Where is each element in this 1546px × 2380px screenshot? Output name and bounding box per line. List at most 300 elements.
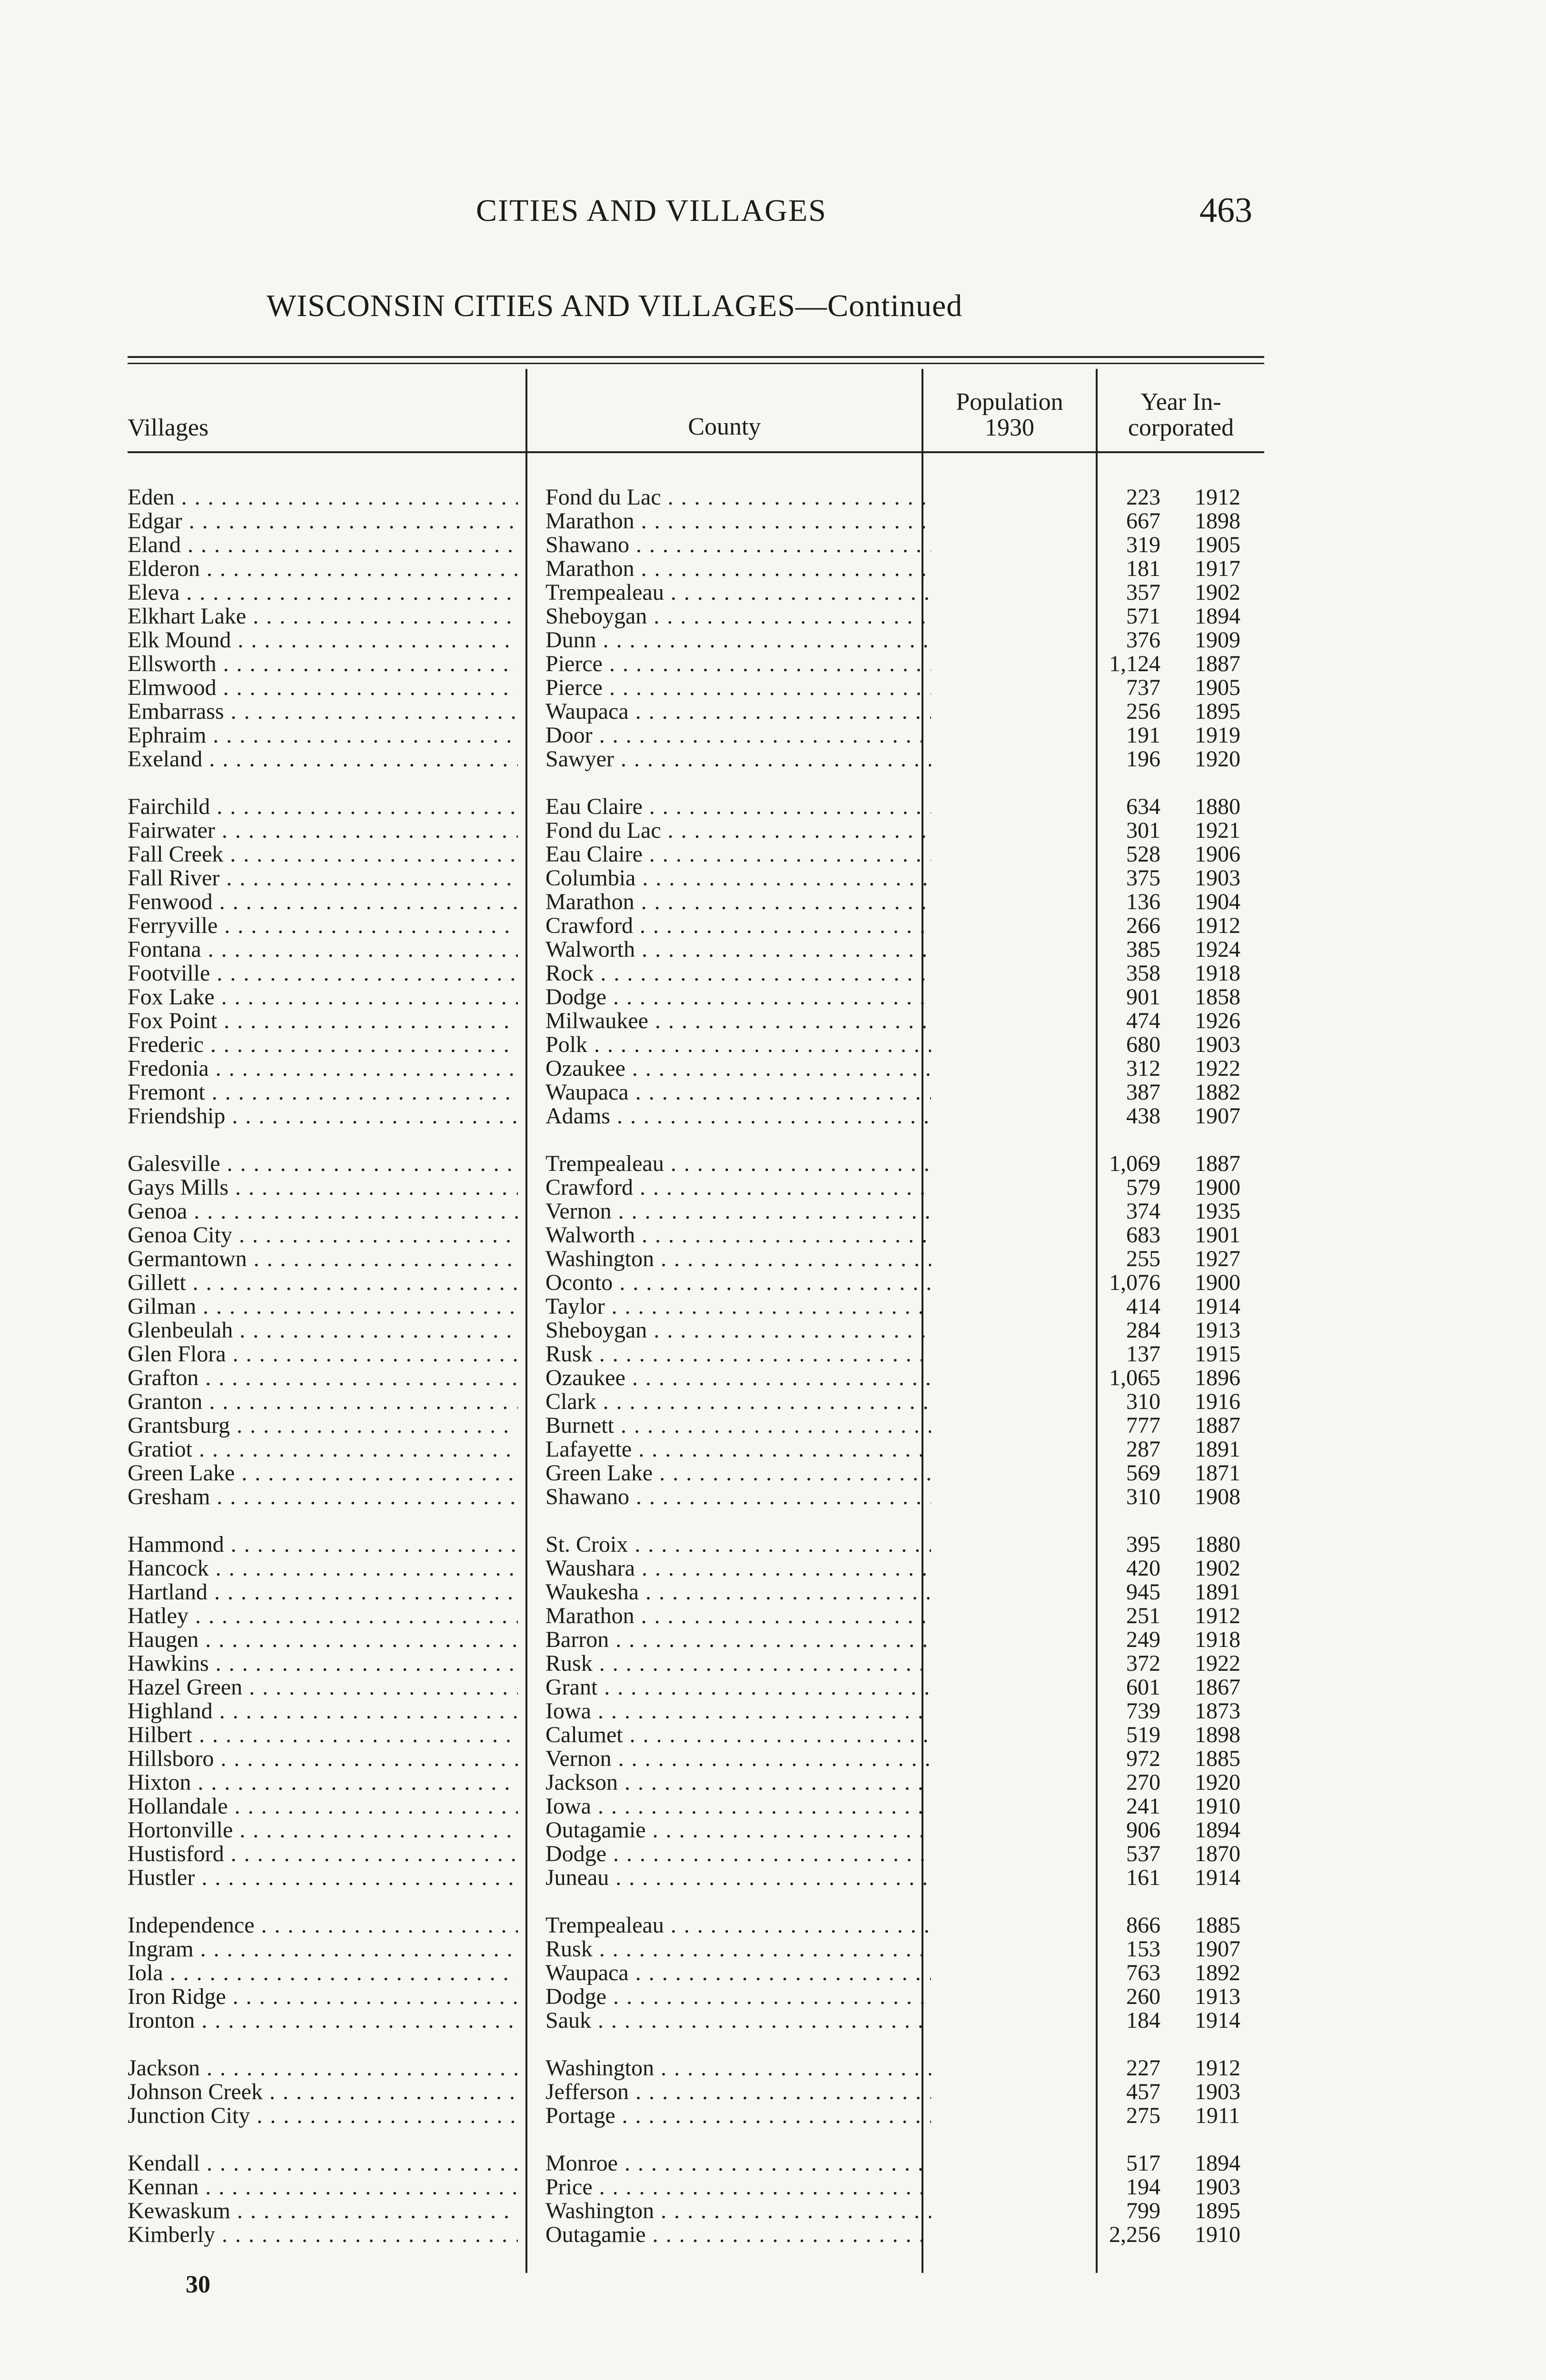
letter-group (128, 1914, 1264, 2033)
population-cell (932, 1057, 1160, 1081)
county-cell-text: St. Croix . . . (545, 1533, 931, 1557)
county-cell-text: Monroe . . . (545, 2152, 931, 2175)
village-cell (128, 700, 518, 724)
county-cell (545, 1533, 931, 1557)
village-cell-text: Eland . . . (128, 533, 518, 557)
county-cell-text: Iowa . . . (545, 1699, 931, 1723)
population-cell (932, 795, 1160, 819)
year-cell-text: 1885 (1195, 1914, 1240, 1937)
county-cell-text: Eau Claire . . . (545, 843, 931, 866)
population-cell-text: 906 (1126, 1818, 1160, 1842)
year-cell-text: 1910 (1195, 1795, 1240, 1818)
population-cell (932, 2080, 1160, 2104)
county-cell-text: Rusk . . . (545, 1652, 931, 1676)
village-cell (128, 1961, 518, 1985)
county-cell-text: Burnett . . . (545, 1414, 931, 1438)
population-cell (932, 1557, 1160, 1580)
population-cell (932, 2009, 1160, 2033)
population-cell (932, 1985, 1160, 2009)
table-row (128, 1366, 1264, 1390)
table-row (128, 1485, 1264, 1509)
population-cell-text: 457 (1126, 2080, 1160, 2104)
year-cell (1158, 724, 1277, 747)
village-cell (128, 1676, 518, 1699)
county-cell-text: Sheboygan . . . (545, 1319, 931, 1342)
top-rule (128, 356, 1264, 358)
village-cell (128, 1438, 518, 1461)
population-cell-text: 375 (1126, 866, 1160, 890)
county-cell-text: Ozaukee . . . (545, 1366, 931, 1390)
population-cell (932, 2056, 1160, 2080)
county-cell-text: Dodge . . . (545, 985, 931, 1009)
population-cell (932, 1699, 1160, 1723)
village-cell (128, 1937, 518, 1961)
table-row (128, 2199, 1264, 2223)
county-cell (545, 1319, 931, 1342)
table-row (128, 747, 1264, 771)
population-cell-text: 763 (1126, 1961, 1160, 1985)
header-population-line1: Population (956, 388, 1063, 416)
village-cell (128, 914, 518, 938)
population-cell (932, 1580, 1160, 1604)
county-cell (545, 747, 931, 771)
village-cell-text: Kewaskum . . . (128, 2199, 518, 2223)
village-cell (128, 1985, 518, 2009)
year-cell-text: 1920 (1195, 1771, 1240, 1795)
village-cell (128, 724, 518, 747)
population-cell (932, 914, 1160, 938)
table-row (128, 2056, 1264, 2080)
table-row (128, 1580, 1264, 1604)
county-cell (545, 652, 931, 676)
table-row (128, 557, 1264, 581)
population-cell (932, 652, 1160, 676)
village-cell (128, 581, 518, 605)
population-cell-text: 310 (1126, 1485, 1160, 1509)
year-cell (1158, 1366, 1277, 1390)
year-cell (1158, 1676, 1277, 1699)
table-row (128, 533, 1264, 557)
year-cell (1158, 1152, 1277, 1176)
year-cell (1158, 557, 1277, 581)
county-cell-text: Fond du Lac . . . (545, 486, 931, 509)
year-cell (1158, 1438, 1277, 1461)
year-cell-text: 1903 (1195, 1033, 1240, 1057)
year-cell-text: 1918 (1195, 1628, 1240, 1652)
village-cell (128, 2223, 518, 2247)
county-cell-text: Grant . . . (545, 1676, 931, 1699)
table-row (128, 938, 1264, 962)
county-cell (545, 1914, 931, 1937)
year-cell-text: 1935 (1195, 1200, 1240, 1223)
county-cell-text: Price . . . (545, 2175, 931, 2199)
county-cell (545, 938, 931, 962)
population-cell-text: 251 (1126, 1604, 1160, 1628)
village-cell (128, 1461, 518, 1485)
village-cell (128, 1604, 518, 1628)
year-cell (1158, 1533, 1277, 1557)
village-cell-text: Highland . . . (128, 1699, 518, 1723)
year-cell-text: 1906 (1195, 843, 1240, 866)
village-cell-text: Ingram . . . (128, 1937, 518, 1961)
population-cell-text: 972 (1126, 1747, 1160, 1771)
population-cell-text: 579 (1126, 1176, 1160, 1200)
village-cell (128, 2175, 518, 2199)
population-cell (932, 1319, 1160, 1342)
year-cell (1158, 628, 1277, 652)
letter-group (128, 1152, 1264, 1509)
village-cell-text: Hixton . . . (128, 1771, 518, 1795)
county-cell-text: Walworth . . . (545, 1223, 931, 1247)
table-row (128, 1319, 1264, 1342)
population-cell-text: 1,076 (1109, 1271, 1160, 1295)
county-cell (545, 795, 931, 819)
county-cell-text: Washington . . . (545, 1247, 931, 1271)
village-cell-text: Eleva . . . (128, 581, 518, 605)
table-row (128, 581, 1264, 605)
year-cell (1158, 1342, 1277, 1366)
county-cell-text: Outagamie . . . (545, 2223, 931, 2247)
table-row (128, 1057, 1264, 1081)
county-cell-text: Jackson . . . (545, 1771, 931, 1795)
population-cell (932, 1866, 1160, 1890)
county-cell-text: Crawford . . . (545, 914, 931, 938)
village-cell-text: Fontana . . . (128, 938, 518, 962)
county-cell (545, 1604, 931, 1628)
table-row (128, 1414, 1264, 1438)
population-cell-text: 191 (1126, 724, 1160, 747)
county-cell (545, 962, 931, 985)
village-cell-text: Fall Creek . . . (128, 843, 518, 866)
population-cell-text: 528 (1126, 843, 1160, 866)
table-row (128, 985, 1264, 1009)
population-cell-text: 376 (1126, 628, 1160, 652)
village-cell (128, 2080, 518, 2104)
county-cell-text: Jefferson . . . (545, 2080, 931, 2104)
village-cell (128, 1795, 518, 1818)
population-cell (932, 724, 1160, 747)
village-cell (128, 1557, 518, 1580)
year-cell-text: 1887 (1195, 652, 1240, 676)
county-cell-text: Vernon . . . (545, 1747, 931, 1771)
header-county: County (688, 413, 761, 440)
year-cell-text: 1921 (1195, 819, 1240, 843)
county-cell (545, 1866, 931, 1890)
table-row (128, 1176, 1264, 1200)
population-cell-text: 667 (1126, 509, 1160, 533)
village-cell-text: Hilbert . . . (128, 1723, 518, 1747)
year-cell (1158, 652, 1277, 676)
population-cell (932, 700, 1160, 724)
village-cell-text: Kennan . . . (128, 2175, 518, 2199)
table-row (128, 795, 1264, 819)
population-cell (932, 1485, 1160, 1509)
year-cell (1158, 1961, 1277, 1985)
year-cell (1158, 1604, 1277, 1628)
county-cell-text: Door . . . (545, 724, 931, 747)
population-cell-text: 358 (1126, 962, 1160, 985)
county-cell-text: Adams . . . (545, 1104, 931, 1128)
signature-mark: 30 (186, 2271, 210, 2298)
population-cell (932, 1033, 1160, 1057)
population-cell (932, 1914, 1160, 1937)
county-cell-text: Marathon . . . (545, 890, 931, 914)
county-cell-text: Waupaca . . . (545, 1961, 931, 1985)
year-cell (1158, 605, 1277, 628)
year-cell-text: 1894 (1195, 2152, 1240, 2175)
population-cell-text: 737 (1126, 676, 1160, 700)
county-cell (545, 676, 931, 700)
population-cell-text: 1,124 (1109, 652, 1160, 676)
county-cell-text: Trempealeau . . . (545, 581, 931, 605)
population-cell (932, 605, 1160, 628)
table-row (128, 1438, 1264, 1461)
population-cell-text: 223 (1126, 486, 1160, 509)
year-cell (1158, 1176, 1277, 1200)
year-cell-text: 1894 (1195, 1818, 1240, 1842)
year-cell-text: 1902 (1195, 581, 1240, 605)
county-cell (545, 1699, 931, 1723)
population-cell (932, 962, 1160, 985)
village-cell (128, 1842, 518, 1866)
village-cell-text: Gresham . . . (128, 1485, 518, 1509)
village-cell (128, 890, 518, 914)
village-cell-text: Exeland . . . (128, 747, 518, 771)
county-cell (545, 1485, 931, 1509)
village-cell-text: Kimberly . . . (128, 2223, 518, 2247)
county-cell-text: Trempealeau . . . (545, 1152, 931, 1176)
header-year (1098, 389, 1264, 441)
year-cell (1158, 962, 1277, 985)
village-cell (128, 866, 518, 890)
year-cell-text: 1894 (1195, 605, 1240, 628)
year-cell-text: 1903 (1195, 2080, 1240, 2104)
population-cell-text: 374 (1126, 1200, 1160, 1223)
year-cell-text: 1903 (1195, 866, 1240, 890)
population-cell-text: 569 (1126, 1461, 1160, 1485)
population-cell (932, 1842, 1160, 1866)
county-cell (545, 2152, 931, 2175)
population-cell (932, 1652, 1160, 1676)
village-cell (128, 2009, 518, 2033)
year-cell (1158, 2009, 1277, 2033)
table-row (128, 866, 1264, 890)
year-cell (1158, 533, 1277, 557)
village-cell-text: Hollandale . . . (128, 1795, 518, 1818)
county-cell (545, 1271, 931, 1295)
county-cell (545, 1009, 931, 1033)
county-cell (545, 1461, 931, 1485)
village-cell-text: Ferryville . . . (128, 914, 518, 938)
year-cell-text: 1898 (1195, 1723, 1240, 1747)
table-row (128, 914, 1264, 938)
population-cell-text: 284 (1126, 1319, 1160, 1342)
population-cell (932, 1152, 1160, 1176)
county-cell (545, 2009, 931, 2033)
table-row (128, 2009, 1264, 2033)
county-cell (545, 2199, 931, 2223)
village-cell-text: Friendship . . . (128, 1104, 518, 1128)
letter-group (128, 2056, 1264, 2128)
village-cell (128, 819, 518, 843)
table-row (128, 1628, 1264, 1652)
village-cell (128, 985, 518, 1009)
letter-group (128, 1533, 1264, 1890)
table-row (128, 1390, 1264, 1414)
county-cell-text: Dodge . . . (545, 1985, 931, 2009)
table-row (128, 509, 1264, 533)
village-cell (128, 1771, 518, 1795)
village-cell-text: Hatley . . . (128, 1604, 518, 1628)
population-cell (932, 581, 1160, 605)
table-row (128, 700, 1264, 724)
village-cell (128, 1533, 518, 1557)
population-cell (932, 533, 1160, 557)
county-cell (545, 1152, 931, 1176)
village-cell (128, 962, 518, 985)
county-cell (545, 1985, 931, 2009)
population-cell (932, 1747, 1160, 1771)
population-cell-text: 260 (1126, 1985, 1160, 2009)
table-row (128, 2080, 1264, 2104)
county-cell-text: Taylor . . . (545, 1295, 931, 1319)
population-cell (932, 1390, 1160, 1414)
table-row (128, 1033, 1264, 1057)
county-cell (545, 1795, 931, 1818)
population-cell-text: 683 (1126, 1223, 1160, 1247)
village-cell (128, 1057, 518, 1081)
village-cell (128, 938, 518, 962)
population-cell (932, 557, 1160, 581)
header-year-line2: corporated (1128, 414, 1234, 441)
county-cell-text: Sawyer . . . (545, 747, 931, 771)
table-row (128, 1200, 1264, 1223)
village-cell-text: Fredonia . . . (128, 1057, 518, 1081)
population-cell (932, 1771, 1160, 1795)
year-cell (1158, 700, 1277, 724)
county-cell-text: Marathon . . . (545, 509, 931, 533)
county-cell-text: Shawano . . . (545, 533, 931, 557)
village-cell-text: Glen Flora . . . (128, 1342, 518, 1366)
year-cell (1158, 2056, 1277, 2080)
county-cell (545, 1414, 931, 1438)
village-cell (128, 1580, 518, 1604)
village-cell (128, 486, 518, 509)
table-row (128, 1795, 1264, 1818)
year-cell-text: 1926 (1195, 1009, 1240, 1033)
village-cell-text: Ephraim . . . (128, 724, 518, 747)
village-cell-text: Junction City . . . (128, 2104, 518, 2128)
table-row (128, 1461, 1264, 1485)
village-cell-text: Genoa City . . . (128, 1223, 518, 1247)
table-row (128, 1009, 1264, 1033)
year-cell (1158, 1057, 1277, 1081)
population-cell (932, 1676, 1160, 1699)
village-cell-text: Grafton . . . (128, 1366, 518, 1390)
population-cell-text: 249 (1126, 1628, 1160, 1652)
table-row (128, 2175, 1264, 2199)
population-cell-text: 275 (1126, 2104, 1160, 2128)
county-cell-text: Washington . . . (545, 2056, 931, 2080)
table-row (128, 1081, 1264, 1104)
year-cell (1158, 1795, 1277, 1818)
county-cell (545, 486, 931, 509)
year-cell-text: 1901 (1195, 1223, 1240, 1247)
year-cell (1158, 1723, 1277, 1747)
village-cell (128, 1723, 518, 1747)
village-cell-text: Fox Point . . . (128, 1009, 518, 1033)
table-body (128, 486, 1264, 2271)
village-cell (128, 1414, 518, 1438)
population-cell-text: 161 (1126, 1866, 1160, 1890)
county-cell-text: Calumet . . . (545, 1723, 931, 1747)
village-cell-text: Johnson Creek . . . (128, 2080, 518, 2104)
year-cell-text: 1905 (1195, 533, 1240, 557)
county-cell (545, 1081, 931, 1104)
county-cell-text: Pierce . . . (545, 652, 931, 676)
year-cell-text: 1902 (1195, 1557, 1240, 1580)
county-cell-text: Polk . . . (545, 1033, 931, 1057)
village-cell-text: Footville . . . (128, 962, 518, 985)
county-cell (545, 866, 931, 890)
village-cell-text: Gratiot . . . (128, 1438, 518, 1461)
table-row (128, 1818, 1264, 1842)
county-cell (545, 1652, 931, 1676)
table-row (128, 1676, 1264, 1699)
table-row (128, 2104, 1264, 2128)
table-row (128, 1961, 1264, 1985)
year-cell (1158, 1914, 1277, 1937)
population-cell (932, 2104, 1160, 2128)
year-cell-text: 1882 (1195, 1081, 1240, 1104)
county-cell (545, 724, 931, 747)
population-cell-text: 537 (1126, 1842, 1160, 1866)
village-cell-text: Fox Lake . . . (128, 985, 518, 1009)
year-cell (1158, 1414, 1277, 1438)
year-cell-text: 1914 (1195, 1295, 1240, 1319)
county-cell (545, 1557, 931, 1580)
header-villages: Villages (128, 414, 209, 441)
population-cell (932, 2175, 1160, 2199)
population-cell-text: 137 (1126, 1342, 1160, 1366)
village-cell (128, 1033, 518, 1057)
village-cell (128, 628, 518, 652)
village-cell (128, 1366, 518, 1390)
population-cell (932, 1200, 1160, 1223)
year-cell-text: 1891 (1195, 1580, 1240, 1604)
population-cell-text: 438 (1126, 1104, 1160, 1128)
county-cell (545, 914, 931, 938)
county-cell-text: Trempealeau . . . (545, 1914, 931, 1937)
village-cell (128, 1652, 518, 1676)
year-cell (1158, 1461, 1277, 1485)
county-cell-text: Rock . . . (545, 962, 931, 985)
table-row (128, 1747, 1264, 1771)
table-row (128, 676, 1264, 700)
year-cell-text: 1905 (1195, 676, 1240, 700)
village-cell (128, 605, 518, 628)
village-cell (128, 1104, 518, 1128)
village-cell-text: Glenbeulah . . . (128, 1319, 518, 1342)
village-cell-text: Independence . . . (128, 1914, 518, 1937)
population-cell (932, 2199, 1160, 2223)
population-cell-text: 680 (1126, 1033, 1160, 1057)
population-cell-text: 181 (1126, 557, 1160, 581)
year-cell (1158, 1699, 1277, 1723)
year-cell (1158, 1485, 1277, 1509)
table-row (128, 890, 1264, 914)
year-cell (1158, 1033, 1277, 1057)
